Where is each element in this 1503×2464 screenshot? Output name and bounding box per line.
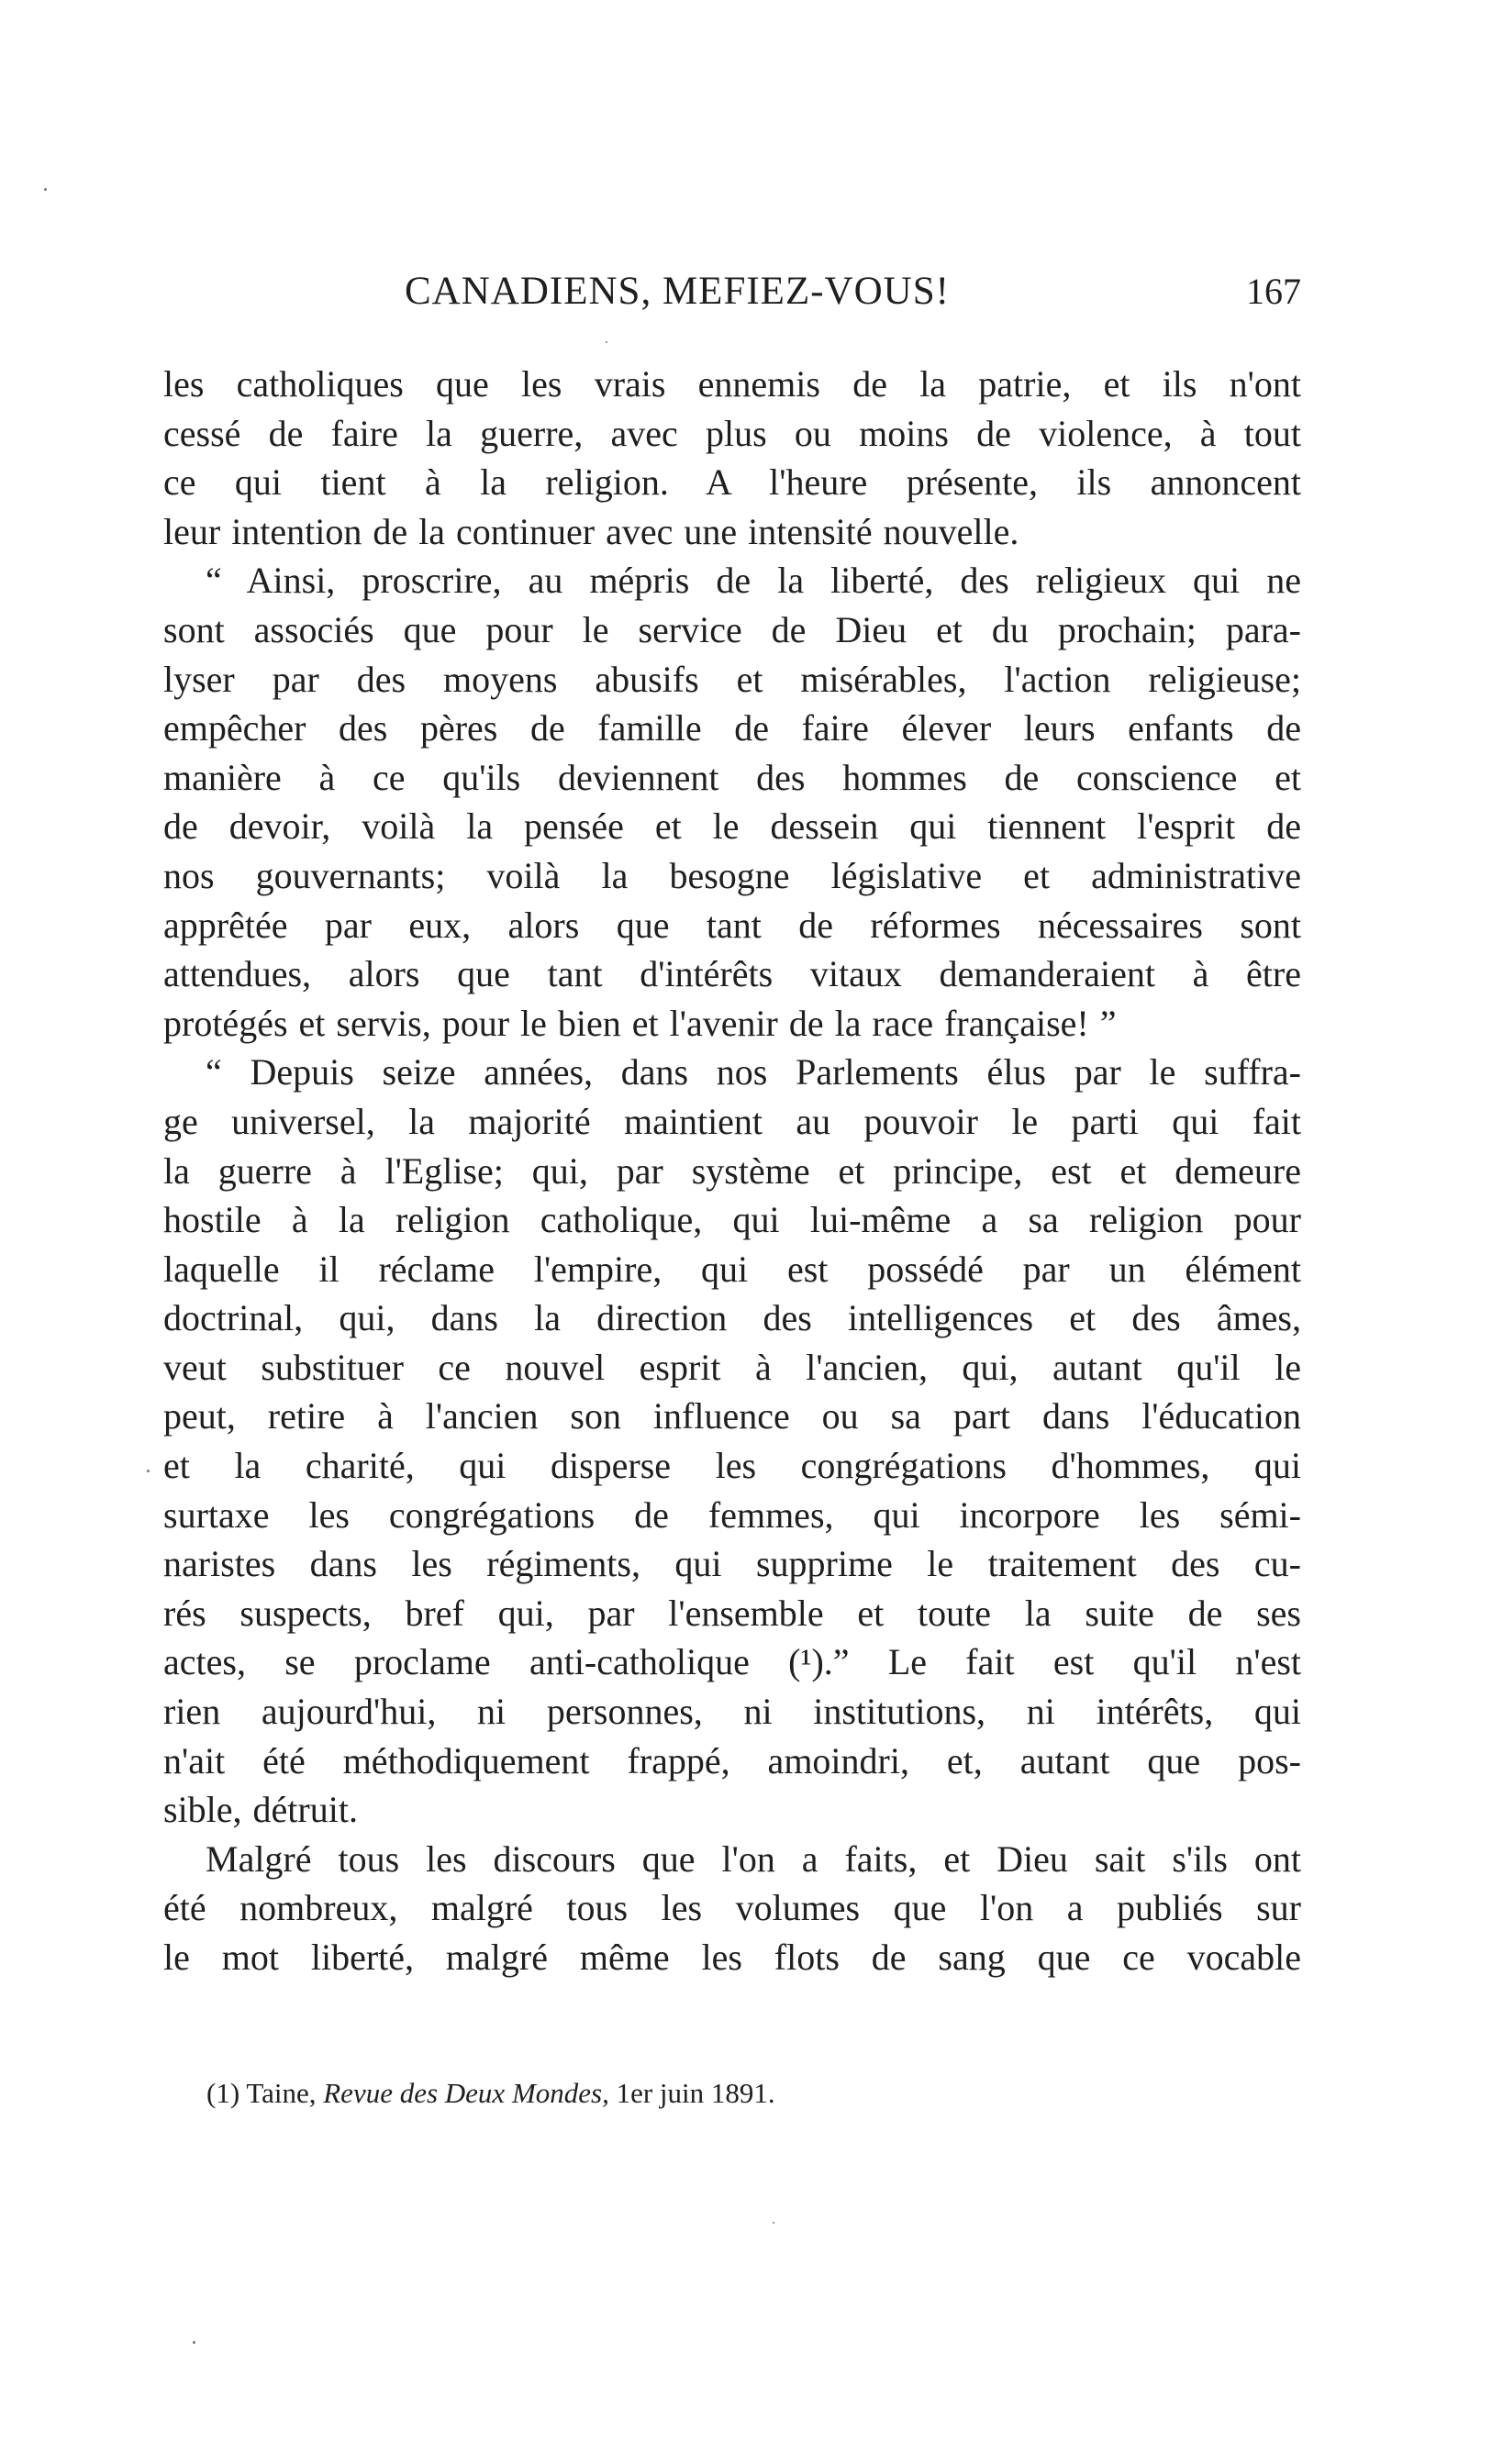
footnote-date: 1er juin 1891. [616,2077,775,2109]
text-line: empêcher des pères de famille de faire élever leurs enfants de [163,707,1301,749]
text-line: ce qui tient à la religion. A l'heure présente, ils annoncent [163,461,1301,504]
scan-speck [773,2222,774,2224]
text-line: n'ait été méthodiquement frappé, amoindri, et, autant que pos- [163,1739,1301,1781]
text-line: la guerre à l'Eglise; qui, par système et principe, est et demeure [163,1149,1301,1192]
scan-speck [606,341,607,343]
text-line: attendues, alors que tant d'intérêts vitaux demanderaient à être [163,953,1301,995]
footnote-marker: (1) Taine, [206,2077,317,2109]
text-line: peut, retire à l'ancien son influence ou sa part dans l'éducation [163,1395,1301,1437]
text-line: et la charité, qui disperse les congrégations d'hommes, qui [163,1445,1301,1487]
paragraph-start-line: “ Depuis seize années, dans nos Parlements élus par le suffra- [206,1051,1301,1093]
running-header [163,264,1301,319]
scan-speck [193,2341,195,2344]
scan-speck [147,1470,150,1472]
text-line: rés suspects, bref qui, par l'ensemble et toute la suite de ses [163,1592,1301,1634]
text-line: doctrinal, qui, dans la direction des intelligences et des âmes, [163,1297,1301,1339]
text-line: de devoir, voilà la pensée et le dessein qui tiennent l'esprit de [163,805,1301,848]
text-line: sible, détruit. [163,1789,358,1831]
body-text [163,360,1301,1982]
text-line: laquelle il réclame l'empire, qui est possédé par un élément [163,1248,1301,1290]
text-line: été nombreux, malgré tous les volumes que l'on a publiés sur [163,1887,1301,1929]
text-line: veut substituer ce nouvel esprit à l'ancien, qui, autant qu'il le [163,1346,1301,1388]
text-line: hostile à la religion catholique, qui lui-même a sa religion pour [163,1199,1301,1241]
running-title: CANADIENS, MEFIEZ-VOUS! [405,270,950,313]
text-line: sont associés que pour le service de Dieu et du prochain; para- [163,608,1301,650]
text-line: apprêtée par eux, alors que tant de réformes nécessaires sont [163,904,1301,946]
text-line: protégés et servis, pour le bien et l'avenir de la race française! ” [163,1002,1117,1044]
text-line: rien aujourd'hui, ni personnes, ni institutions, ni intérêts, qui [163,1691,1301,1733]
text-line: leur intention de la continuer avec une intensité nouvelle. [163,510,1019,552]
text-line: les catholiques que les vrais ennemis de la patrie, et ils n'ont [163,363,1301,405]
paragraph-start-line: Malgré tous les discours que l'on a faits, et Dieu sait s'ils ont [206,1837,1301,1880]
footnote-title: Revue des Deux Mondes, [323,2077,609,2109]
footnote [206,2075,775,2112]
scan-speck [44,188,47,191]
text-line: ge universel, la majorité maintient au pouvoir le parti qui fait [163,1100,1301,1142]
text-line: naristes dans les régiments, qui supprime le traitement des cu- [163,1543,1301,1585]
text-line: surtaxe les congrégations de femmes, qui incorpore les sémi- [163,1493,1301,1536]
text-line: lyser par des moyens abusifs et misérables, l'action religieuse; [163,658,1301,700]
text-line: nos gouvernants; voilà la besogne législative et administrative [163,854,1301,896]
text-line: le mot liberté, malgré même les flots de sang que ce vocable [163,1937,1301,1978]
text-line: actes, se proclame anti-catholique (¹).” Le fait est qu'il n'est [163,1641,1301,1683]
page-number: 167 [1246,271,1301,312]
text-line: cessé de faire la guerre, avec plus ou moins de violence, à tout [163,412,1301,454]
text-line: manière à ce qu'ils deviennent des hommes de conscience et [163,756,1301,798]
paragraph-start-line: “ Ainsi, proscrire, au mépris de la liberté, des religieux qui ne [206,560,1301,602]
